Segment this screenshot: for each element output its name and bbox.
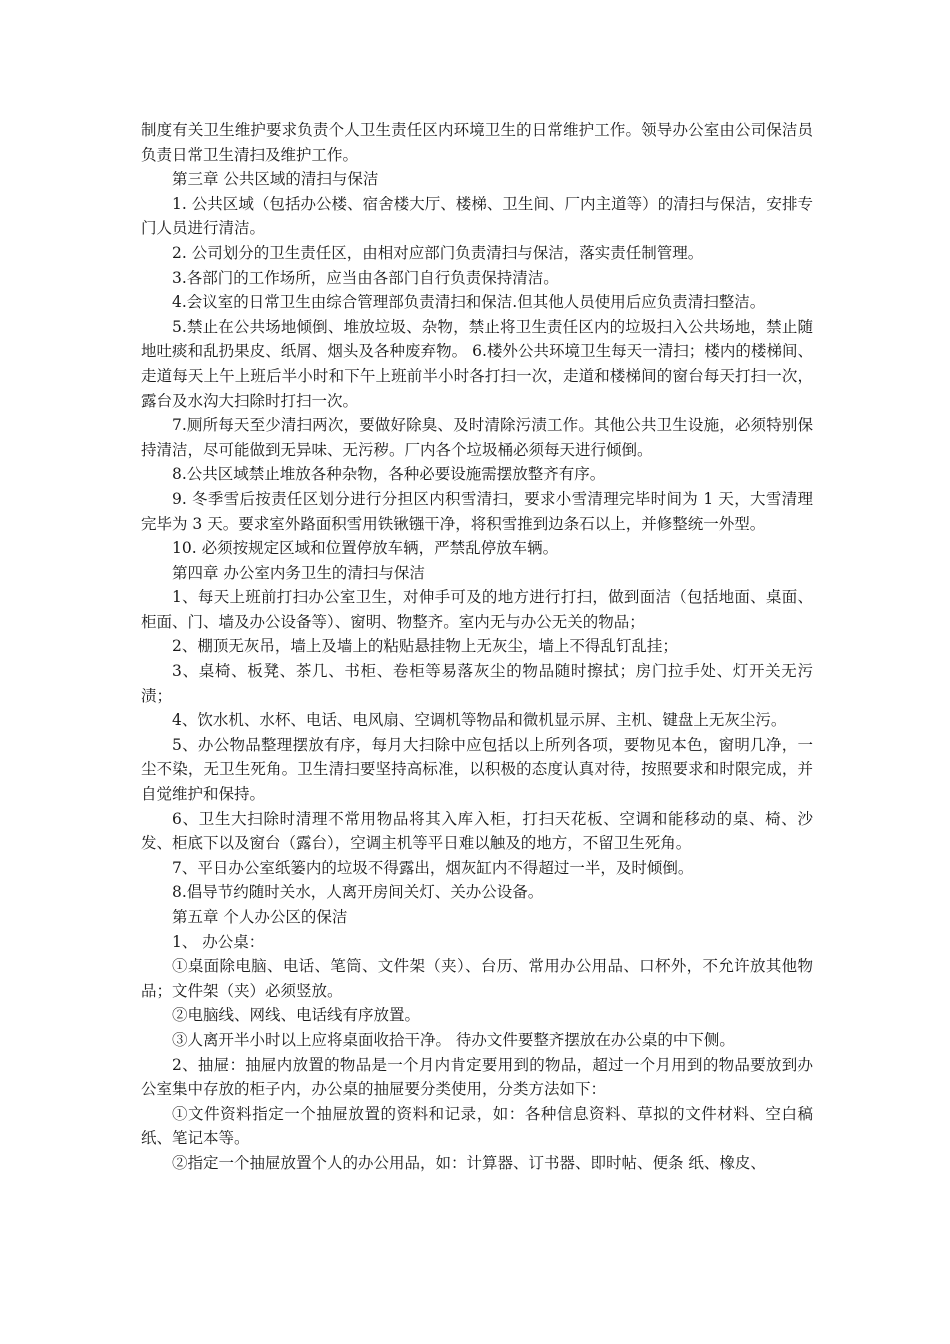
paragraph-public-area-4: 4.会议室的日常卫生由综合管理部负责清扫和保洁.但其他人员使用后应负责清扫整洁。	[172, 293, 766, 312]
paragraph-drawer-2: ②指定一个抽屉放置个人的办公用品，如：计算器、订书器、即时帖、便条 纸、橡皮、	[172, 1153, 766, 1172]
chapter-3-heading: 第三章 公共区域的清扫与保洁	[172, 170, 379, 189]
paragraph-intro: 制度有关卫生维护要求负责个人卫生责任区内环境卫生的日常维护工作。领导办公室由公司保洁员负责日常卫生清扫及维护工作。	[141, 121, 813, 164]
paragraph-desk-2: ②电脑线、网线、电话线有序放置。	[172, 1006, 421, 1025]
paragraph-drawer-1: ①文件资料指定一个抽屉放置的资料和记录，如：各种信息资料、草拟的文件材料、空白稿纸、笔记本等。	[141, 1104, 813, 1148]
paragraph-public-area-10: 10. 必须按规定区域和位置停放车辆，严禁乱停放车辆。	[172, 539, 559, 558]
paragraph-office-8: 8.倡导节约随时关水，人离开房间关灯、关办公设备。	[172, 883, 544, 902]
paragraph-office-2: 2、棚顶无灰吊，墙上及墙上的粘贴悬挂物上无灰尘，墙上不得乱钉乱挂；	[172, 637, 678, 656]
paragraph-public-area-5-6: 5.禁止在公共场地倾倒、堆放垃圾、杂物，禁止将卫生责任区内的垃圾扫入公共场地，禁止随地吐痰和乱扔果皮、纸屑、烟头及各种废弃物。 6.楼外公共环境卫生每天一清扫；楼内的楼梯间、走道每天上午上班后半小时和下午上班前半小时各打扫一次，走道和楼梯间的窗台每天打扫一次，露台及水沟大扫除时打扫一次。	[141, 317, 813, 410]
paragraph-public-area-8: 8.公共区域禁止堆放各种杂物，各种必要设施需摆放整齐有序。	[172, 465, 606, 484]
document-body	[141, 118, 813, 1176]
paragraph-desk-heading: 1、 办公桌：	[172, 932, 265, 951]
paragraph-public-area-3: 3.各部门的工作场所，应当由各部门自行负责保持清洁。	[172, 268, 559, 287]
paragraph-public-area-7: 7.厕所每天至少清扫两次，要做好除臭、及时清除污渍工作。其他公共卫生设施，必须特别保持清洁，尽可能做到无异味、无污秽。厂内各个垃圾桶必须每天进行倾倒。	[141, 416, 813, 459]
paragraph-public-area-1: 1. 公共区域（包括办公楼、宿舍楼大厅、楼梯、卫生间、厂内主道等）的清扫与保洁，安排专门人员进行清洁。	[141, 194, 813, 238]
chapter-5-heading: 第五章 个人办公区的保洁	[172, 908, 348, 926]
paragraph-office-7: 7、平日办公室纸篓内的垃圾不得露出，烟灰缸内不得超过一半，及时倾倒。	[172, 858, 694, 877]
paragraph-drawer: 2、抽屉：抽屉内放置的物品是一个月内肯定要用到的物品，超过一个月用到的物品要放到办公室集中存放的柜子内，办公桌的抽屉要分类使用，分类方法如下：	[141, 1055, 813, 1099]
paragraph-office-4: 4、饮水机、水杯、电话、电风扇、空调机等物品和微机显示屏、主机、键盘上无灰尘污。	[172, 711, 787, 730]
paragraph-public-area-2: 2. 公司划分的卫生责任区，由相对应部门负责清扫与保洁，落实责任制管理。	[172, 243, 704, 262]
paragraph-office-6: 6、卫生大扫除时清理不常用物品将其入库入柜，打扫天花板、空调和能移动的桌、椅、沙发、柜底下以及窗台（露台），空调主机等平日难以触及的地方，不留卫生死角。	[141, 809, 813, 853]
paragraph-office-5: 5、办公物品整理摆放有序，每月大扫除中应包括以上所列各项，要物见本色，窗明几净，一尘不染，无卫生死角。卫生清扫要坚持高标准，以积极的态度认真对待，按照要求和时限完成，并自觉维护和保持。	[141, 735, 813, 804]
paragraph-office-3: 3、桌椅、板凳、茶几、书柜、卷柜等易落灰尘的物品随时擦拭；房门拉手处、灯开关无污渍；	[141, 662, 813, 705]
chapter-4-heading: 第四章 办公室内务卫生的清扫与保洁	[172, 563, 425, 582]
paragraph-office-1: 1、每天上班前打扫办公室卫生，对伸手可及的地方进行打扫，做到面洁（包括地面、桌面、柜面、门、墙及办公设备等）、窗明、物整齐。室内无与办公无关的物品；	[141, 588, 813, 631]
paragraph-public-area-9: 9. 冬季雪后按责任区划分进行分担区内积雪清扫，要求小雪清理完毕时间为 1 天，大雪清理完毕为 3 天。要求室外路面积雪用铁锹镪干净，将积雪推到边条石以上，并修整统一外型。	[141, 489, 813, 533]
paragraph-desk-1: ①桌面除电脑、电话、笔筒、文件架（夹）、台历、常用办公用品、口杯外，不允许放其他物品；文件架（夹）必须竖放。	[141, 957, 813, 1000]
paragraph-desk-3: ③人离开半小时以上应将桌面收拾干净。 待办文件要整齐摆放在办公桌的中下侧。	[172, 1030, 735, 1049]
